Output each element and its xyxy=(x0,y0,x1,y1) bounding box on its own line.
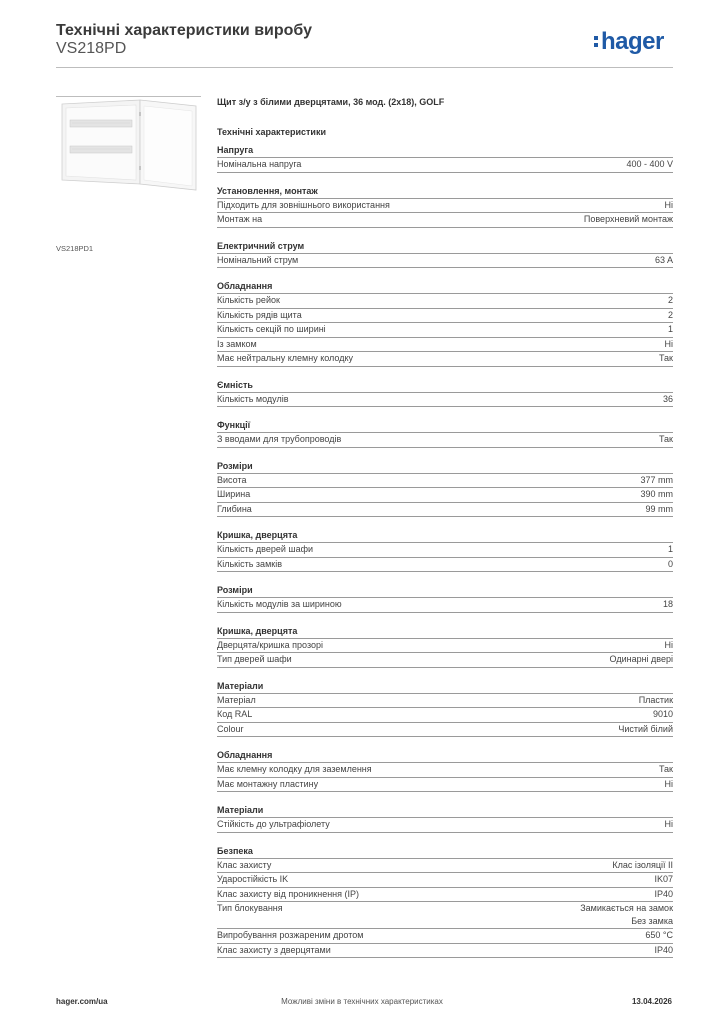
product-name: Щит з/у з білими дверцятами, 36 мод. (2х18), GOLF xyxy=(217,97,445,107)
spec-group xyxy=(217,845,673,959)
spec-value xyxy=(580,902,673,928)
spec-value-line: 400 - 400 V xyxy=(626,159,673,169)
spec-group-title: Безпека xyxy=(217,845,673,859)
spec-value xyxy=(618,723,673,736)
spec-label: Ширина xyxy=(217,489,251,499)
spec-label: Номінальний струм xyxy=(217,254,299,265)
spec-value-line: Ні xyxy=(664,338,673,349)
spec-value xyxy=(668,309,673,322)
spec-label: Кількість дверей шафи xyxy=(217,544,314,554)
spec-value-line: Чистий білий xyxy=(618,723,673,734)
spec-row xyxy=(217,708,673,723)
spec-label: Тип дверей шафи xyxy=(217,654,292,664)
footer-website-link[interactable]: hager.com/ua xyxy=(56,997,108,1006)
spec-value-line: 2 xyxy=(667,309,673,320)
spec-value xyxy=(610,653,673,666)
spec-group-title: Матеріали xyxy=(217,804,673,818)
spec-value-line: 99 mm xyxy=(645,503,673,514)
spec-row xyxy=(217,309,673,324)
spec-group xyxy=(217,804,673,833)
spec-row xyxy=(217,294,673,309)
spec-sheet xyxy=(217,96,673,970)
spec-label: Кількість рядів щита xyxy=(217,309,302,320)
spec-row xyxy=(217,352,673,367)
spec-label: Клас захисту від проникнення (IP) xyxy=(217,888,360,899)
spec-group xyxy=(217,529,673,572)
spec-label: Кількість рейок xyxy=(217,295,280,305)
spec-row xyxy=(217,639,673,654)
spec-row xyxy=(217,213,673,228)
spec-label: Стійкість до ультрафіолету xyxy=(217,819,330,829)
spec-group xyxy=(217,625,673,668)
spec-row xyxy=(217,199,673,214)
spec-row xyxy=(217,158,673,173)
spec-value xyxy=(659,352,673,365)
spec-label: Із замком xyxy=(217,338,257,349)
spec-row xyxy=(217,944,673,959)
spec-value xyxy=(665,818,674,831)
product-image xyxy=(58,98,198,238)
spec-value-line: IK07 xyxy=(654,874,673,884)
spec-row xyxy=(217,818,673,833)
spec-value xyxy=(665,338,674,351)
spec-row xyxy=(217,543,673,558)
spec-group xyxy=(217,680,673,738)
spec-value-line: Без замка xyxy=(631,916,673,926)
spec-value xyxy=(639,694,673,707)
footer-date: 13.04.2026 xyxy=(631,997,672,1006)
spec-value-line: 1 xyxy=(667,324,673,334)
spec-row xyxy=(217,902,673,929)
spec-value-line: 1 xyxy=(667,544,673,554)
spec-row xyxy=(217,653,673,668)
spec-value xyxy=(612,859,673,872)
spec-value-line: IP40 xyxy=(654,888,673,899)
spec-value-line: Поверхневий монтаж xyxy=(583,214,673,224)
spec-value-line: Одинарні двері xyxy=(609,654,673,664)
spec-value-line: 0 xyxy=(667,558,673,569)
spec-label: Код RAL xyxy=(217,709,253,719)
spec-label: Має клемну колодку для заземлення xyxy=(217,764,372,774)
spec-value-line: 377 mm xyxy=(640,474,673,485)
spec-label: Має монтажну пластину xyxy=(217,778,319,789)
spec-label: Клас захисту з дверцятами xyxy=(217,944,331,955)
spec-label: Підходить для зовнішнього використання xyxy=(217,199,390,210)
spec-row xyxy=(217,433,673,448)
spec-label: Матеріал xyxy=(217,694,256,705)
spec-group-title: Функції xyxy=(217,419,673,433)
image-caption: VS218PD1 xyxy=(56,244,94,253)
spec-label: Ударостійкість IK xyxy=(217,874,289,884)
spec-label: Клас захисту xyxy=(217,859,272,870)
spec-value xyxy=(659,433,673,446)
spec-value-line: Так xyxy=(658,353,673,363)
page-title: Технічні характеристики виробу xyxy=(56,22,312,39)
spec-value-line: Ні xyxy=(664,199,673,210)
spec-label: Монтаж на xyxy=(217,214,263,224)
spec-value xyxy=(640,474,673,487)
spec-group-title: Установлення, монтаж xyxy=(217,185,673,199)
spec-value xyxy=(626,158,673,171)
spec-group-title: Розміри xyxy=(217,584,673,598)
spec-value xyxy=(584,213,673,226)
spec-value-line: 2 xyxy=(667,295,673,305)
spec-value xyxy=(663,598,673,611)
spec-value-line: IP40 xyxy=(654,944,673,955)
spec-label: Глибина xyxy=(217,503,252,514)
section-title: Технічні характеристики xyxy=(217,127,326,137)
spec-row xyxy=(217,888,673,903)
product-code: VS218PD xyxy=(56,40,127,57)
spec-value-line: Замикається на замок xyxy=(580,903,673,913)
footer-note: Можливі зміни в технічних характеристиках xyxy=(281,997,443,1006)
spec-value-line: 9010 xyxy=(652,709,673,719)
spec-row xyxy=(217,778,673,793)
spec-group xyxy=(217,460,673,518)
spec-group-title: Електричний струм xyxy=(217,240,673,254)
spec-value xyxy=(665,199,674,212)
spec-value xyxy=(654,888,673,901)
spec-group xyxy=(217,144,673,173)
spec-value xyxy=(654,873,673,886)
spec-value xyxy=(659,763,673,776)
spec-group-title: Розміри xyxy=(217,460,673,474)
spec-value xyxy=(663,393,673,406)
spec-value xyxy=(645,929,673,942)
spec-group xyxy=(217,240,673,269)
spec-row xyxy=(217,763,673,778)
spec-value xyxy=(645,503,673,516)
spec-row xyxy=(217,558,673,573)
spec-value-line: Так xyxy=(658,764,673,774)
spec-value-line: 63 A xyxy=(654,254,673,265)
spec-value xyxy=(653,708,673,721)
spec-row xyxy=(217,873,673,888)
spec-label: Висота xyxy=(217,474,247,485)
spec-value-line: Так xyxy=(658,434,673,444)
spec-value-line: 390 mm xyxy=(640,489,673,499)
spec-label: Кількість модулів xyxy=(217,393,289,404)
spec-value-line: 18 xyxy=(662,599,673,609)
spec-row xyxy=(217,694,673,709)
spec-value-line: Пластик xyxy=(638,694,673,705)
spec-row xyxy=(217,723,673,738)
spec-group-title: Напруга xyxy=(217,144,673,158)
logo-dots-icon xyxy=(594,33,599,50)
spec-groups xyxy=(217,144,673,958)
spec-group xyxy=(217,185,673,228)
spec-group-title: Матеріали xyxy=(217,680,673,694)
spec-row xyxy=(217,393,673,408)
spec-row xyxy=(217,503,673,518)
logo-text: hager xyxy=(601,28,664,55)
spec-label: Випробування розжареним дротом xyxy=(217,930,364,940)
spec-label: Тип блокування xyxy=(217,903,283,913)
spec-row xyxy=(217,254,673,269)
spec-value xyxy=(668,543,673,556)
spec-value-line: Ні xyxy=(664,639,673,650)
spec-group xyxy=(217,419,673,448)
spec-group xyxy=(217,584,673,613)
header-divider xyxy=(56,67,673,68)
spec-row xyxy=(217,474,673,489)
spec-value xyxy=(668,294,673,307)
spec-group xyxy=(217,379,673,408)
spec-label: Кількість модулів за шириною xyxy=(217,599,342,609)
spec-label: Номінальна напруга xyxy=(217,159,302,169)
spec-group-title: Обладнання xyxy=(217,749,673,763)
spec-row xyxy=(217,598,673,613)
spec-group xyxy=(217,749,673,792)
spec-group xyxy=(217,280,673,367)
spec-value xyxy=(668,323,673,336)
spec-value-line: Ні xyxy=(664,819,673,829)
spec-group-title: Кришка, дверцята xyxy=(217,529,673,543)
spec-value xyxy=(655,254,673,267)
spec-group-title: Кришка, дверцята xyxy=(217,625,673,639)
spec-row xyxy=(217,323,673,338)
spec-group-title: Обладнання xyxy=(217,280,673,294)
spec-value xyxy=(665,778,674,791)
spec-value-line: 36 xyxy=(662,393,673,404)
spec-row xyxy=(217,859,673,874)
image-divider xyxy=(56,96,201,97)
spec-row xyxy=(217,929,673,944)
spec-label: Дверцята/кришка прозорі xyxy=(217,639,323,650)
spec-value xyxy=(668,558,673,571)
spec-label: Кількість секцій по ширині xyxy=(217,324,326,334)
hager-logo[interactable] xyxy=(594,28,664,56)
spec-row xyxy=(217,338,673,353)
spec-label: Кількість замків xyxy=(217,558,282,569)
spec-value-line: Ні xyxy=(664,778,673,789)
spec-value xyxy=(640,488,673,501)
spec-row xyxy=(217,488,673,503)
spec-label: Має нейтральну клемну колодку xyxy=(217,353,353,363)
spec-group-title: Ємність xyxy=(217,379,673,393)
spec-label: Colour xyxy=(217,723,244,734)
spec-value xyxy=(654,944,673,957)
spec-value xyxy=(665,639,674,652)
spec-label: З вводами для трубопроводів xyxy=(217,434,342,444)
spec-value-line: 650 °C xyxy=(645,930,673,940)
spec-value-line: Клас ізоляції II xyxy=(612,859,673,870)
